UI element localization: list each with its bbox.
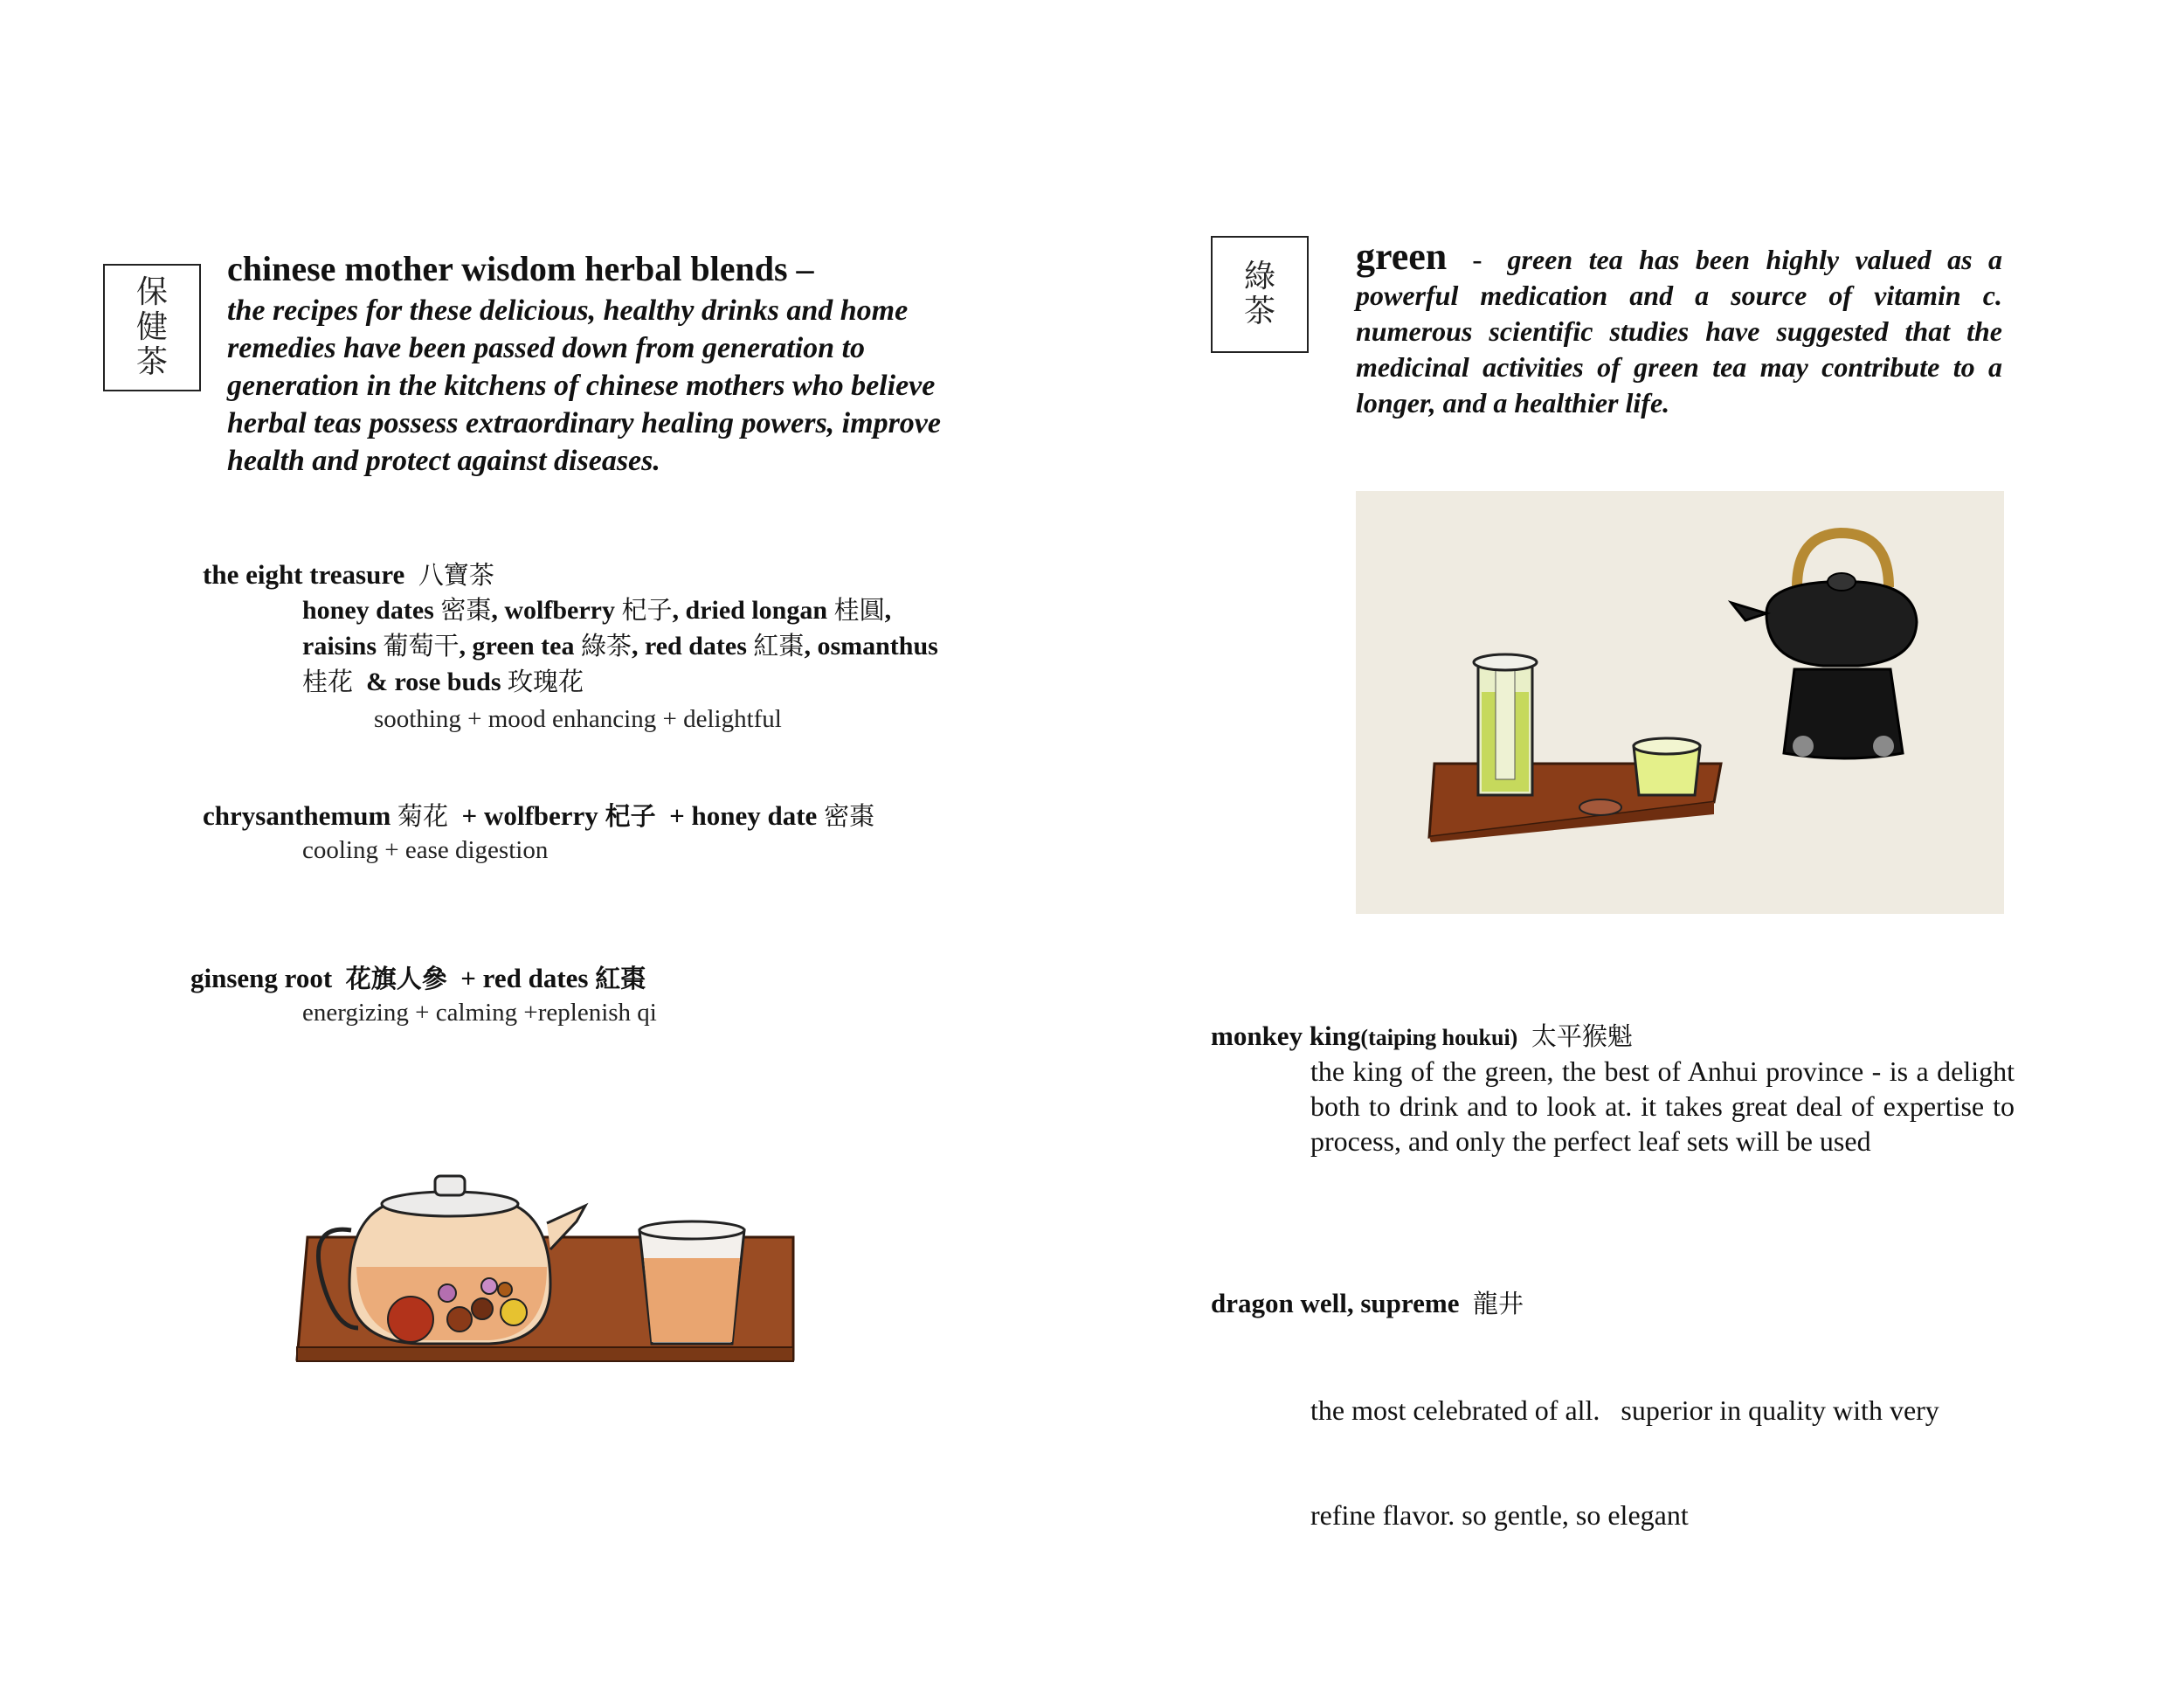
item-title-eight-treasure	[203, 556, 494, 591]
item-part-cn: 花旗人參	[345, 964, 447, 993]
item-name: monkey king	[1211, 1020, 1361, 1051]
item-name: dragon well, supreme	[1211, 1288, 1460, 1318]
ingredient-cn: 紅棗	[753, 631, 805, 661]
item-part-en: + wolfberry	[461, 800, 598, 831]
intro-text: green tea has been highly valued as a powerful medication and a source of vitamin c. numerous scientific studies have suggested that the medicinal activities of green tea may contribute to a longer, and a healthier life.	[1356, 244, 2002, 419]
item-name-cn: 八寶茶	[418, 560, 494, 590]
seal-char: 保	[135, 274, 168, 310]
ingredient-en: wolfberry	[504, 596, 615, 625]
green-tea-illustration	[1356, 491, 2004, 914]
item-benefits: energizing + calming +replenish qi	[302, 999, 657, 1027]
item-desc-dragon-well	[1310, 1323, 2009, 1567]
seal-char: 茶	[1243, 294, 1275, 329]
item-title-ginseng	[190, 959, 646, 995]
desc-line: the most celebrated of all. superior in quality with very	[1310, 1394, 1939, 1426]
ingredient-cn: 綠茶	[580, 631, 632, 661]
item-title-chrysanthemum	[203, 797, 874, 833]
item-part-en: + honey date	[669, 800, 818, 831]
item-ingredients: honey dates 密棗, wolfberry 杞子, dried longan 桂圓, raisins 葡萄干, green tea 綠茶, red dates 紅棗, osmanthus 桂花 & rose buds 玫瑰花	[302, 595, 938, 696]
ingredient-cn: 杞子	[621, 595, 673, 625]
item-name-detail: (taiping houkui)	[1360, 1025, 1518, 1050]
item-part-en: ginseng root	[190, 963, 333, 993]
ingredient-en: red dates	[644, 632, 747, 661]
ingredient-cn: 桂花	[302, 667, 354, 696]
ingredient-cn: 玫瑰花	[508, 667, 584, 696]
ingredient-en: dried longan	[685, 596, 828, 625]
item-title-monkey-king	[1211, 1017, 1633, 1053]
seal-char: 綠	[1243, 259, 1275, 294]
seal-char: 茶	[135, 344, 168, 380]
item-desc-monkey-king: the king of the green, the best of Anhui province - is a delight both to drink and to look at. it takes great deal of expertise to process, and only the perfect leaf sets will be used	[1310, 1055, 2015, 1157]
item-part-cn: 密棗	[824, 801, 875, 831]
desc-line: refine flavor. so gentle, so elegant	[1310, 1499, 1689, 1531]
item-part-en: chrysanthemum	[203, 800, 391, 831]
item-part-cn: 菊花	[397, 801, 449, 831]
item-benefits: cooling + ease digestion	[302, 836, 549, 864]
ingredient-en: honey dates	[302, 596, 434, 625]
item-title-dragon-well	[1211, 1284, 1524, 1320]
ingredient-cn: 桂圓	[833, 595, 885, 625]
section-heading-herbal: chinese mother wisdom herbal blends –	[227, 249, 814, 288]
item-name: the eight treasure	[203, 559, 405, 590]
ingredient-en: & rose buds	[366, 668, 501, 696]
item-name-cn: 龍井	[1472, 1289, 1524, 1318]
seal-char: 健	[135, 309, 168, 345]
herbal-tea-illustration	[288, 1153, 804, 1372]
seal-baojiancha	[103, 264, 201, 391]
item-part-en: + red dates	[460, 963, 589, 993]
ingredient-en: green tea	[472, 632, 575, 661]
item-benefits: soothing + mood enhancing + delightful	[374, 705, 782, 733]
item-name-cn: 太平猴魁	[1531, 1021, 1633, 1051]
item-part-cn: 紅棗	[595, 964, 646, 993]
ingredient-en: raisins	[302, 632, 377, 661]
section-heading-green: green	[1356, 235, 1448, 278]
ingredient-cn: 葡萄干	[383, 631, 460, 661]
ingredient-cn: 密棗	[440, 595, 492, 625]
section-intro-green	[1356, 235, 2002, 421]
seal-lvcha	[1211, 236, 1309, 353]
ingredient-en: osmanthus	[817, 632, 938, 661]
heading-dash: -	[1472, 244, 1482, 276]
section-intro-herbal: the recipes for these delicious, healthy drinks and home remedies have been passed down from generation to generation in the kitchens of chinese mothers who believe herbal teas possess extraordinary healing powers, improve health and protect against diseases.	[227, 294, 941, 477]
item-part-cn: 杞子	[605, 801, 656, 831]
